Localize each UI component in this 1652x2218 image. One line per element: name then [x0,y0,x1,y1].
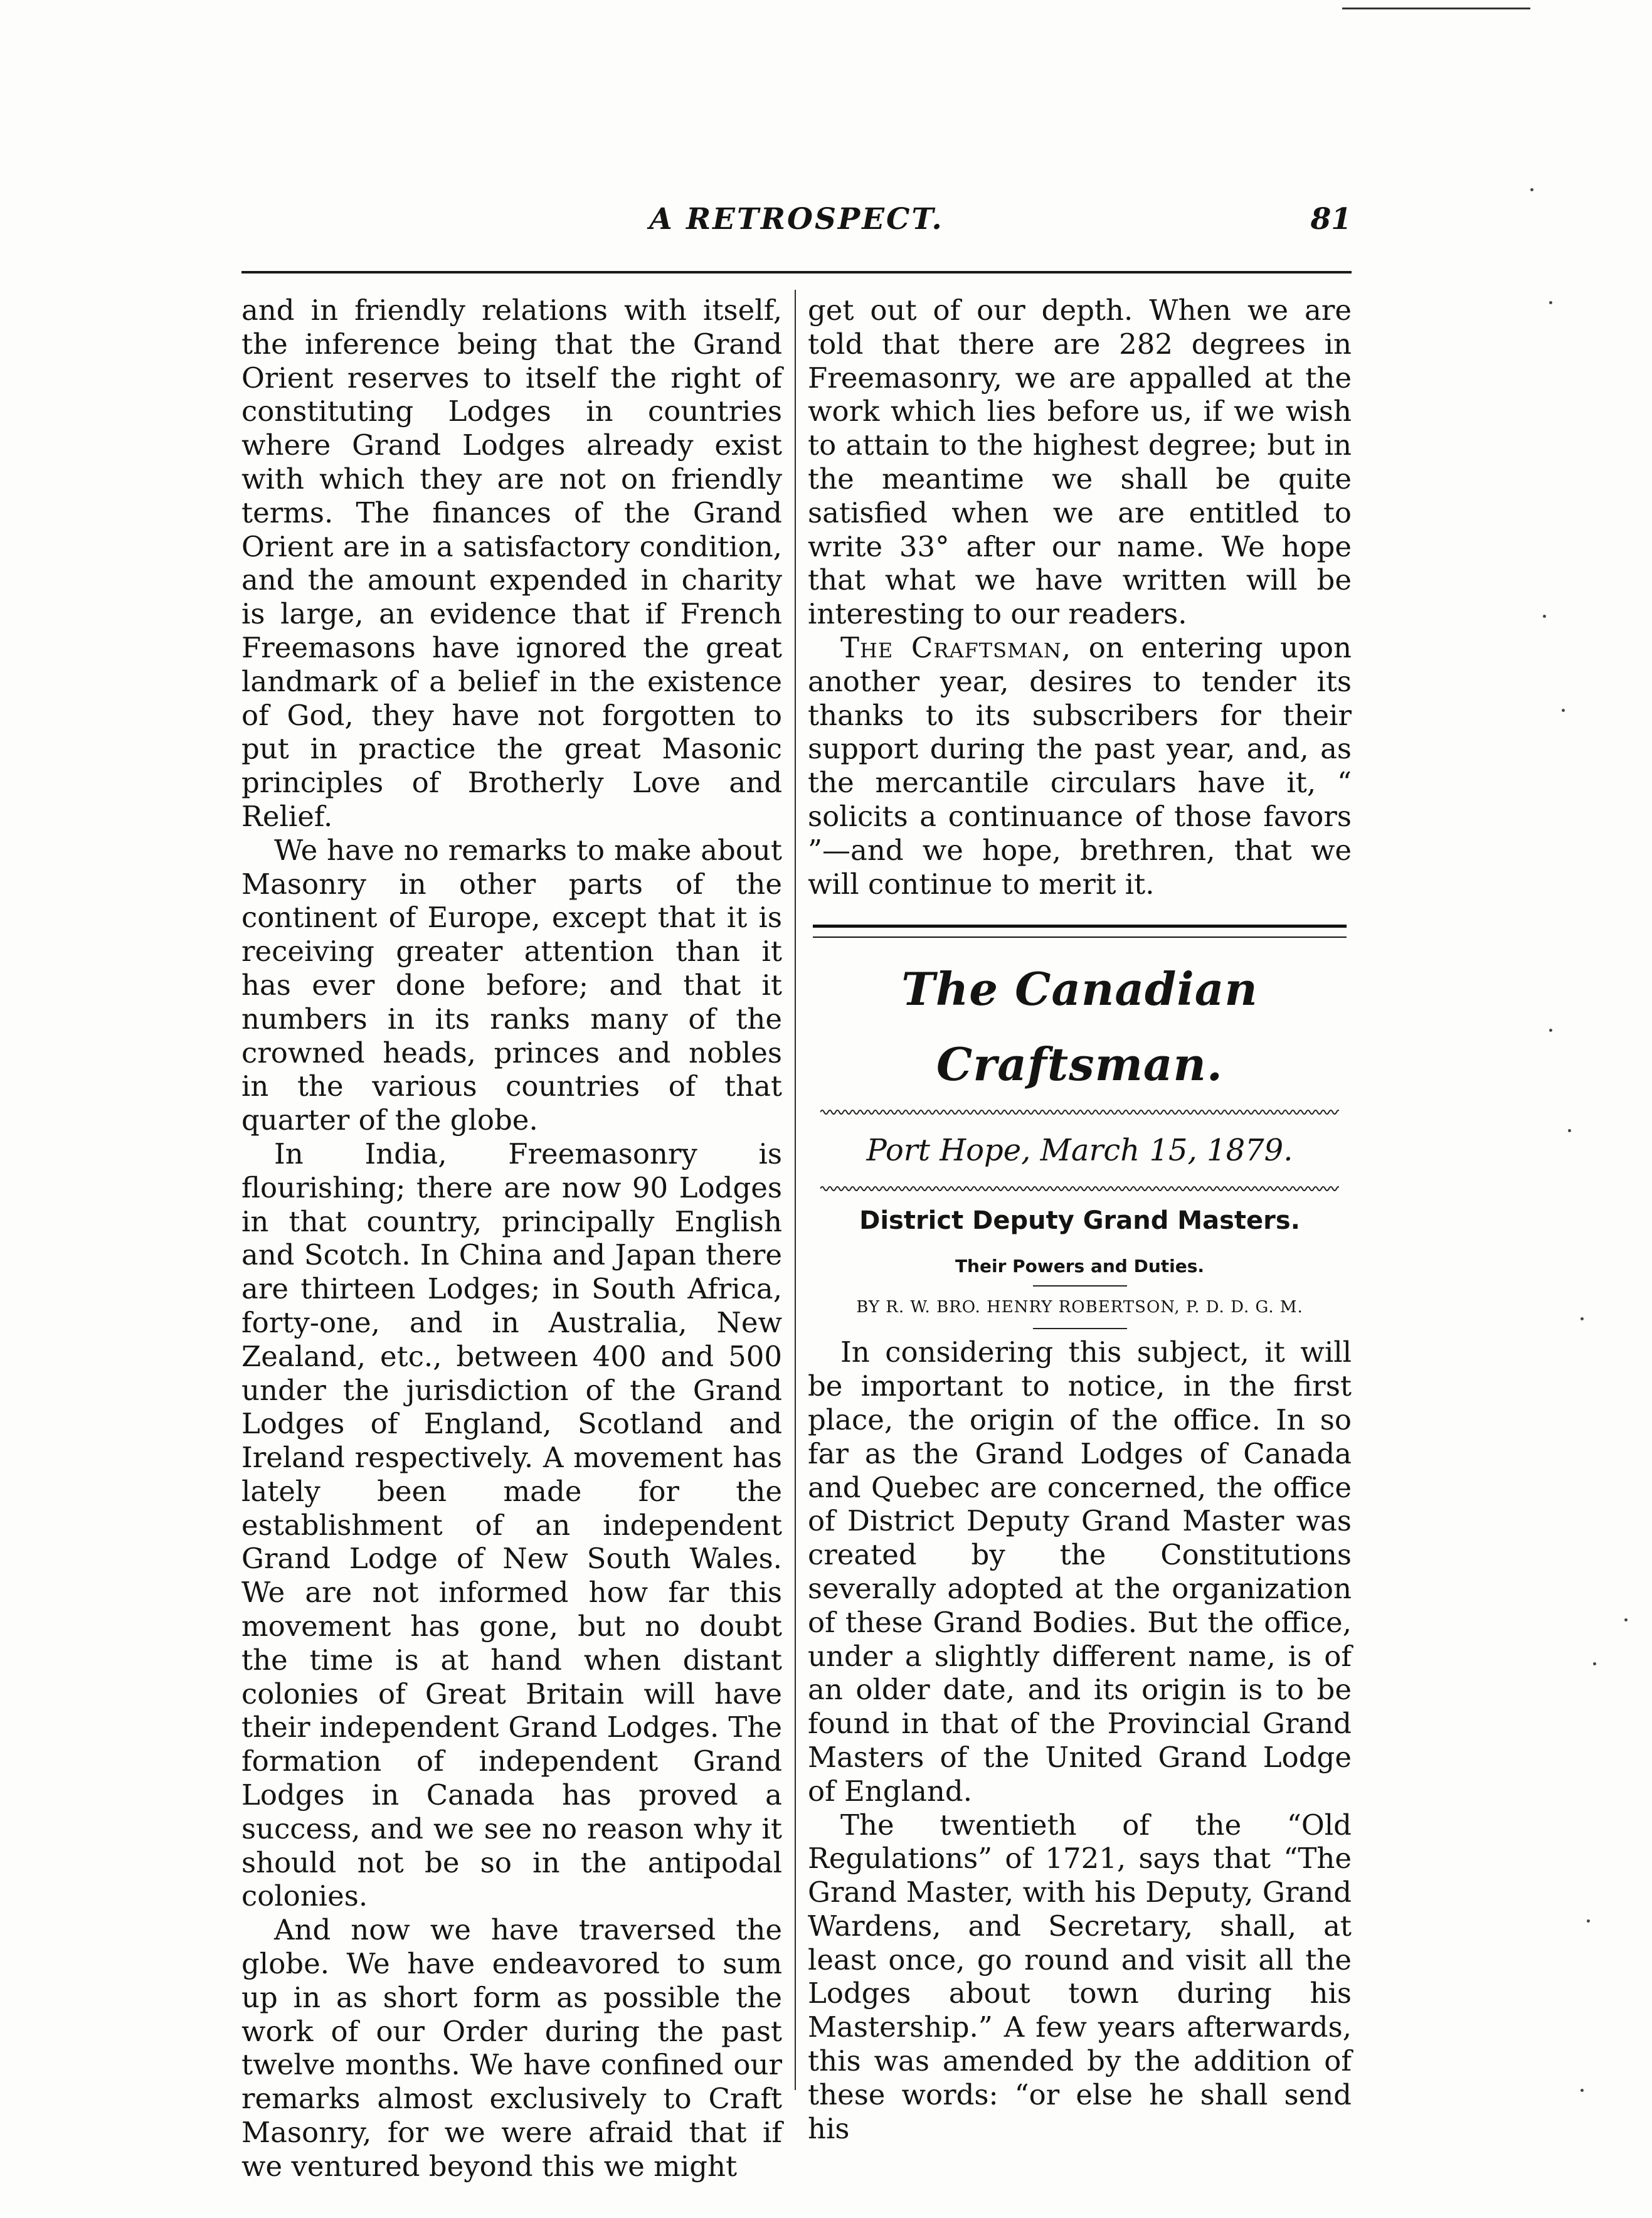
wavy-rule-bottom [820,1184,1339,1194]
article-paragraph-1: In considering this subject, it will be important to notice, in the first place, the origin of the office. In so far as the Grand Lodges of Canada and Quebec are concerned, the office of District Deputy Grand Master was created by the Constitutions severally adopted at the organization of these Grand Bodies. But the office, under a slightly different name, is of an older date, and its origin is to be found in that of the Provincial Grand Masters of the United Grand Lodge of England. [808,1335,1352,1808]
masthead-double-rule [813,925,1347,938]
right-continuation: get out of our depth. When we are told that there are 282 degrees in Freemasonry, we are appalled at the work which lies before us, if we wish to attain to the highest degree; but in the meantime we shall be quite satisfied when we are entitled to write 33° after our name. We hope that what we have written will be interesting to our readers. [808,294,1352,631]
running-head [241,202,1352,252]
header-rule [241,271,1352,273]
page-number: 81 [1310,202,1352,236]
dateline: Port Hope, March 15, 1879. [866,1133,1293,1169]
masthead-section [808,925,1352,1194]
running-head-title: A RETROSPECT. [649,202,944,236]
article-paragraph-2: The twentieth of the “Old Regulations” of 1721, says that “The Grand Master, with his Deputy, Grand Wardens, and Secretary, shall, at least once, go round and visit all the Lodges about town during his Mastership.” A few years afterwards, this was amended by the addition of these words: “or else he shall send his [808,1808,1352,2145]
article-subtitle: Their Powers and Duties. [955,1256,1205,1277]
left-paragraph-3: In India, Freemasonry is flourishing; there are now 90 Lodges in that country, principally English and Scotch. In China and Japan there are thirteen Lodges; in South Africa, forty-one, and in Australia, New Zealand, etc., between 400 and 500 under the jurisdiction of the Grand Lodges of England, Scotland and Ireland respectively. A movement has lately been made for the establishment of an independent Grand Lodge of New South Wales. We are not informed how far this movement has gone, but no doubt the time is at hand when distant colonies of Great Britain will have their independent Grand Lodges. The formation of independent Grand Lodges in Canada has proved a success, and we see no reason why it should not be so in the antipodal colonies. [241,1137,782,1913]
left-paragraph-2: We have no remarks to make about Masonry in other parts of the continent of Europe, except that it is receiving greater attention than it has ever done before; and that it numbers in its ranks many of the crowned heads, princes and nobles in the various countries of that quarter of the globe. [241,833,782,1137]
column-divider [795,290,796,2090]
masthead-title: The Canadian Craftsman. [901,962,1258,1091]
article-title: District Deputy Grand Masters. [859,1206,1300,1236]
craftsman-name: The Craftsman, [840,630,1072,664]
craftsman-notice: The Craftsman, on entering upon another year, desires to tender its thanks to its subscribers for their support during the past year, and, as the mercantile circulars have it, “ solicits a continuance of those favors ”—and we hope, brethren, that we will continue to merit it. [808,630,1352,901]
left-paragraph-1: and in friendly relations with itself, the inference being that the Grand Orient reserves to itself the right of constituting Lodges in countries where Grand Lodges already exist with which they are not on friendly terms. The finances of the Grand Orient are in a satisfactory condition, and the amount expended in charity is large, an evidence that if French Freemasons have ignored the great landmark of a belief in the existence of God, they have not forgotten to put in practice the great Masonic principles of Brotherly Love and Relief. [241,294,782,833]
byline: BY R. W. BRO. HENRY ROBERTSON, P. D. D. G. M. [856,1298,1303,1317]
left-paragraph-4: And now we have traversed the globe. We have endeavored to sum up in as short form as possible the work of our Order during the past twelve months. We have confined our remarks almost exclusively to Craft Masonry, for we were afraid that if we ventured beyond this we might [241,1913,782,2183]
corner-rule [1342,8,1530,9]
byline-rule [1033,1328,1127,1329]
wavy-rule-top [820,1107,1339,1117]
right-column [808,294,1352,2145]
left-column [241,294,782,2184]
